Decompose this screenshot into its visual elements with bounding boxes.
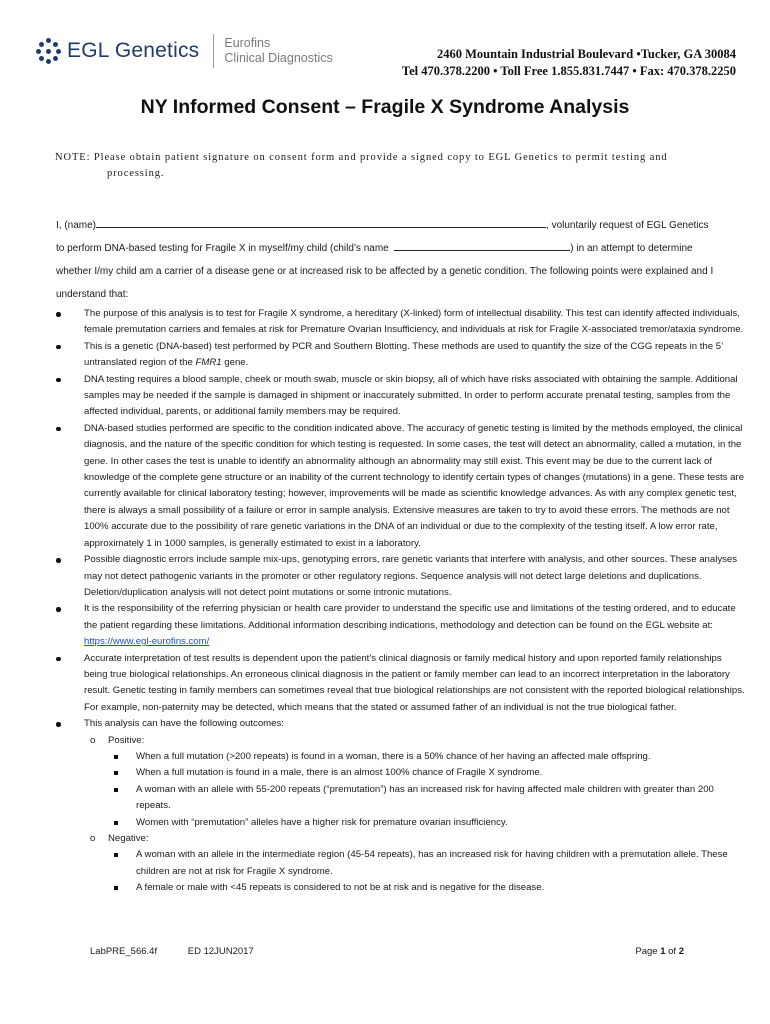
consent-text-line-4: understand that: <box>56 289 129 300</box>
lab-address <box>402 46 736 80</box>
name-line-tail: , voluntarily request of EGL Genetics <box>546 220 709 231</box>
name-label: I, (name) <box>56 220 97 231</box>
list-item: This analysis can have the following outcomes: <box>56 716 746 732</box>
footer-ids <box>90 946 684 957</box>
consent-form-fields <box>56 214 736 306</box>
list-item: A woman with an allele in the intermediate region (45-54 repeats), has an increased risk for having children with a premutation allele. These children are not at risk for Fragile X syndrome. <box>56 847 746 880</box>
name-line <box>56 214 736 237</box>
outcome-positive: o Positive: <box>56 733 746 749</box>
list-item: When a full mutation is found in a male, there is an almost 100% chance of Fragile X syndrome. <box>56 765 746 781</box>
child-name-line <box>56 237 736 260</box>
note-line-1: NOTE: Please obtain patient signature on consent form and provide a signed copy to EGL Genetics to permit testing and <box>55 152 668 163</box>
circle-bullet-icon: o <box>90 734 96 746</box>
list-item: A female or male with <45 repeats is considered to not be at risk and is negative for the disease. <box>56 880 746 896</box>
consent-text-line-3: whether I/my child am a carrier of a disease gene or at increased risk to be affected by a genetic condition. The following points were explained and I <box>56 266 714 277</box>
form-id: LabPRE_566.4f <box>90 946 158 957</box>
square-bullet-icon <box>114 755 118 759</box>
square-bullet-icon <box>114 853 118 857</box>
square-bullet-icon <box>114 886 118 890</box>
egl-logo <box>36 34 333 68</box>
list-item: DNA-based studies performed are specific to the condition indicated above. The accuracy of genetic testing is limited by the methods employed, the clinical diagnosis, and the nature of the specific condition for which testing is requested. In some cases, the test will detect an abnormality, called a mutation, in the gene. In other cases the test is unable to identify an abnormality although an abnormality may still exist. This event may be due to the current lack of knowledge of the complete gene structure or an inability of the current technology to identify certain types of changes (mutations) in a gene. These tests are currently available for clinical laboratory testing; however, improvements will be made as scientific knowledge advances. As with any complex genetic test, there is always a small possibility of a failure or error in sample analysis. Extensive measures are taken to try to avoid these errors. The methods are not 100% accurate due to the possibility of rare genetic variations in the DNA of an individual or due to the complexity of the testing itself. A low error rate, approximately 1 in 1000 samples, is generally estimated to exist in a laboratory. <box>56 421 746 552</box>
bullet-icon <box>56 427 61 432</box>
edition-date: ED 12JUN2017 <box>187 946 254 957</box>
egl-dots-icon <box>36 38 62 64</box>
bullet-icon <box>56 657 61 662</box>
bullet-icon <box>56 607 61 612</box>
square-bullet-icon <box>114 788 118 792</box>
bullet-icon <box>56 312 61 317</box>
egl-website-link[interactable]: https://www.egl-eurofins.com/ <box>84 636 210 648</box>
child-name-label: to perform DNA-based testing for Fragile X in myself/my child (child’s name <box>56 243 389 254</box>
child-name-field[interactable] <box>394 239 570 251</box>
logo-sub-line-1: Eurofins <box>224 36 271 50</box>
address-line-1: 2460 Mountain Industrial Boulevard •Tucker, GA 30084 <box>437 47 736 61</box>
list-item: Accurate interpretation of test results is dependent upon the patient’s clinical diagnosis or family medical history and upon reported family relationships being true biological relationships. An erroneous clinical diagnosis in the patient or family member can lead to an incorrect interpretation in the laboratory result. Genetic testing in family members can sometimes reveal that true biological relationships are not consistent with the reported biological relationships. For example, non-paternity may be detected, which means that the stated or assumed father of an individual is not the true biological father. <box>56 651 746 717</box>
note-line-2: processing. <box>107 168 165 179</box>
list-item: The purpose of this analysis is to test for Fragile X syndrome, a hereditary (X-linked) form of intellectual disability. This test can identify affected individuals, female premutation carriers and females at risk for Premature Ovarian Insufficiency, and individuals at risk for Fragile X-associated tremor/ataxia syndrome. <box>56 306 746 339</box>
letterhead <box>0 0 770 90</box>
square-bullet-icon <box>114 771 118 775</box>
bullet-icon <box>56 345 61 350</box>
outcome-negative: o Negative: <box>56 831 746 847</box>
list-item: It is the responsibility of the referring physician or health care provider to understand the specific use and limitations of the testing ordered, and to educate the patient regarding these limitations. Additional information describing indications, methodology and detection can be found on the EGL website at: https://www.egl-eurofins.com/ <box>56 601 746 650</box>
document-title: NY Informed Consent – Fragile X Syndrome Analysis <box>140 96 630 118</box>
child-name-tail: ) in an attempt to determine <box>570 243 693 254</box>
circle-bullet-icon: o <box>90 833 96 844</box>
note <box>55 150 745 182</box>
list-item: DNA testing requires a blood sample, cheek or mouth swab, muscle or skin biopsy, all of which have risks associated with obtaining the sample. Additional samples may be needed if the sample is damaged in shipment or inaccurately submitted. In order to perform accurate prenatal testing, samples from the affected individual, parents, or additional family members may be required. <box>56 372 746 421</box>
logo-name: EGL Genetics <box>67 39 200 62</box>
list-item: A woman with an allele with 55-200 repeats (“premutation”) has an increased risk for having affected male children with greater than 200 repeats. <box>56 782 746 815</box>
gene-name: FMR1 <box>195 357 222 369</box>
page-footer <box>90 946 684 957</box>
bullet-icon <box>56 722 61 727</box>
list-item: When a full mutation (>200 repeats) is found in a woman, there is a 50% chance of her having an affected male offspring. <box>56 749 746 765</box>
logo-sub-line-2: Clinical Diagnostics <box>224 51 333 65</box>
list-item: This is a genetic (DNA-based) test performed by PCR and Southern Blotting. These methods are used to quantify the size of the CGG repeats in the 5’ untranslated region of the FMR1 gene. <box>56 339 746 372</box>
address-line-2: Tel 470.378.2200 • Toll Free 1.855.831.7447 • Fax: 470.378.2250 <box>401 64 736 78</box>
list-item: Possible diagnostic errors include sample mix-ups, genotyping errors, rare genetic variants that interfere with analysis, and other sources. These analyses may not detect pathogenic variants in the promoter or other regulatory regions. Sequence analysis will not detect large deletions and duplications. Deletion/duplication analysis will not detect point mutations or some intronic mutations. <box>56 552 746 601</box>
list-item: Women with “premutation” alleles have a higher risk for premature ovarian insufficiency. <box>56 815 746 831</box>
page-number: Page 1 of 2 <box>635 946 684 957</box>
consent-points <box>56 306 746 897</box>
square-bullet-icon <box>114 821 118 825</box>
bullet-icon <box>56 378 61 383</box>
bullet-icon <box>56 558 61 563</box>
logo-divider <box>213 34 214 68</box>
patient-name-field[interactable] <box>96 216 546 228</box>
logo-subtitle <box>224 36 332 66</box>
